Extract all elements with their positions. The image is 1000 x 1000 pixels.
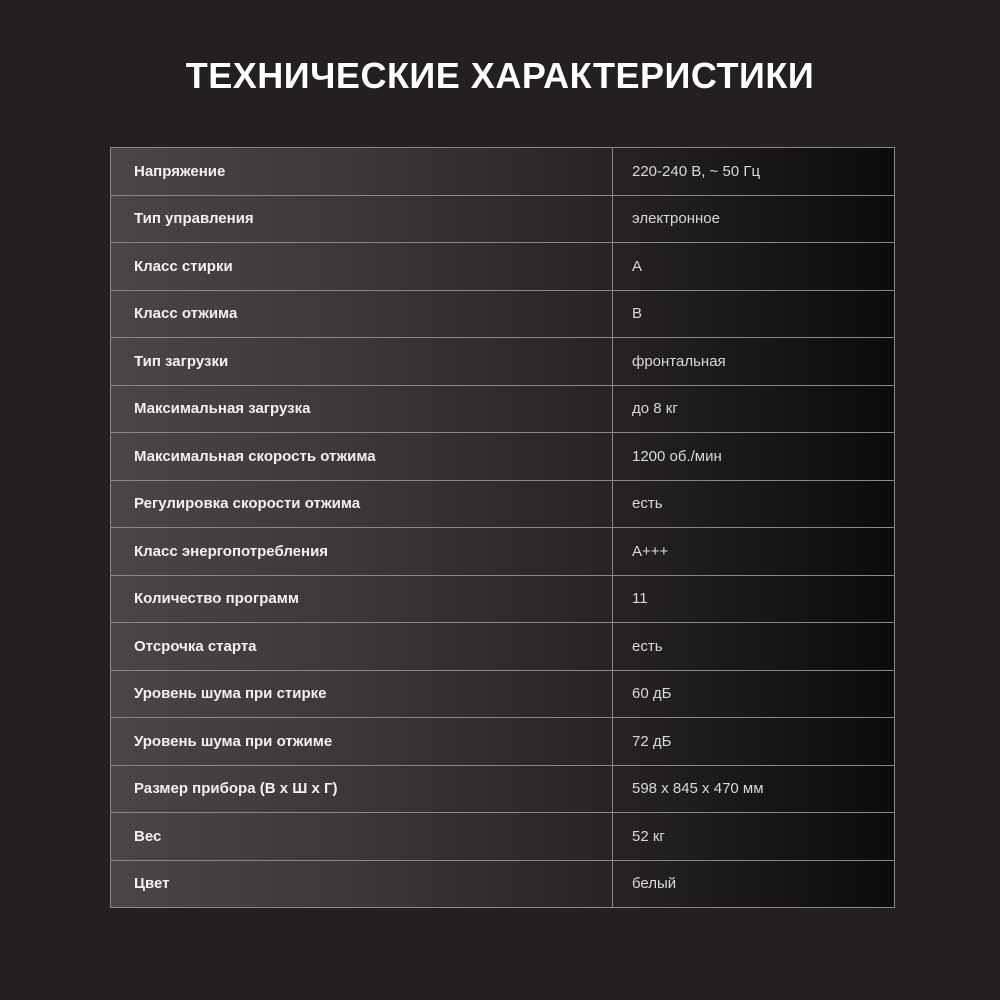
- spec-label: Напряжение: [111, 148, 613, 196]
- spec-value: 72 дБ: [613, 718, 895, 766]
- table-row: [111, 528, 895, 576]
- spec-value: 52 кг: [613, 813, 895, 861]
- table-row: [111, 813, 895, 861]
- table-row: [111, 575, 895, 623]
- spec-value: есть: [613, 480, 895, 528]
- spec-value: 220-240 В, ~ 50 Гц: [613, 148, 895, 196]
- spec-label: Уровень шума при отжиме: [111, 718, 613, 766]
- spec-label: Класс отжима: [111, 290, 613, 338]
- spec-value: белый: [613, 860, 895, 908]
- spec-label: Класс энергопотребления: [111, 528, 613, 576]
- table-row: [111, 765, 895, 813]
- spec-label: Регулировка скорости отжима: [111, 480, 613, 528]
- spec-value: А+++: [613, 528, 895, 576]
- spec-label: Максимальная загрузка: [111, 385, 613, 433]
- spec-label: Тип управления: [111, 195, 613, 243]
- spec-value: до 8 кг: [613, 385, 895, 433]
- spec-label: Размер прибора (В х Ш х Г): [111, 765, 613, 813]
- spec-label: Максимальная скорость отжима: [111, 433, 613, 481]
- spec-value: В: [613, 290, 895, 338]
- spec-label: Отсрочка старта: [111, 623, 613, 671]
- spec-label: Количество программ: [111, 575, 613, 623]
- table-row: [111, 433, 895, 481]
- table-row: [111, 860, 895, 908]
- spec-label: Тип загрузки: [111, 338, 613, 386]
- table-row: [111, 195, 895, 243]
- specs-table: [110, 147, 895, 908]
- spec-value: есть: [613, 623, 895, 671]
- table-row: [111, 243, 895, 291]
- spec-value: 598 х 845 х 470 мм: [613, 765, 895, 813]
- table-row: [111, 385, 895, 433]
- spec-value: электронное: [613, 195, 895, 243]
- spec-value: 1200 об./мин: [613, 433, 895, 481]
- table-row: [111, 290, 895, 338]
- table-row: [111, 718, 895, 766]
- spec-value: А: [613, 243, 895, 291]
- page-title: ТЕХНИЧЕСКИЕ ХАРАКТЕРИСТИКИ: [185, 55, 815, 96]
- table-row: [111, 670, 895, 718]
- spec-label: Уровень шума при стирке: [111, 670, 613, 718]
- spec-value: фронтальная: [613, 338, 895, 386]
- table-row: [111, 623, 895, 671]
- spec-value: 11: [613, 575, 895, 623]
- spec-value: 60 дБ: [613, 670, 895, 718]
- spec-label: Класс стирки: [111, 243, 613, 291]
- table-row: [111, 338, 895, 386]
- table-row: [111, 148, 895, 196]
- spec-label: Цвет: [111, 860, 613, 908]
- table-row: [111, 480, 895, 528]
- spec-label: Вес: [111, 813, 613, 861]
